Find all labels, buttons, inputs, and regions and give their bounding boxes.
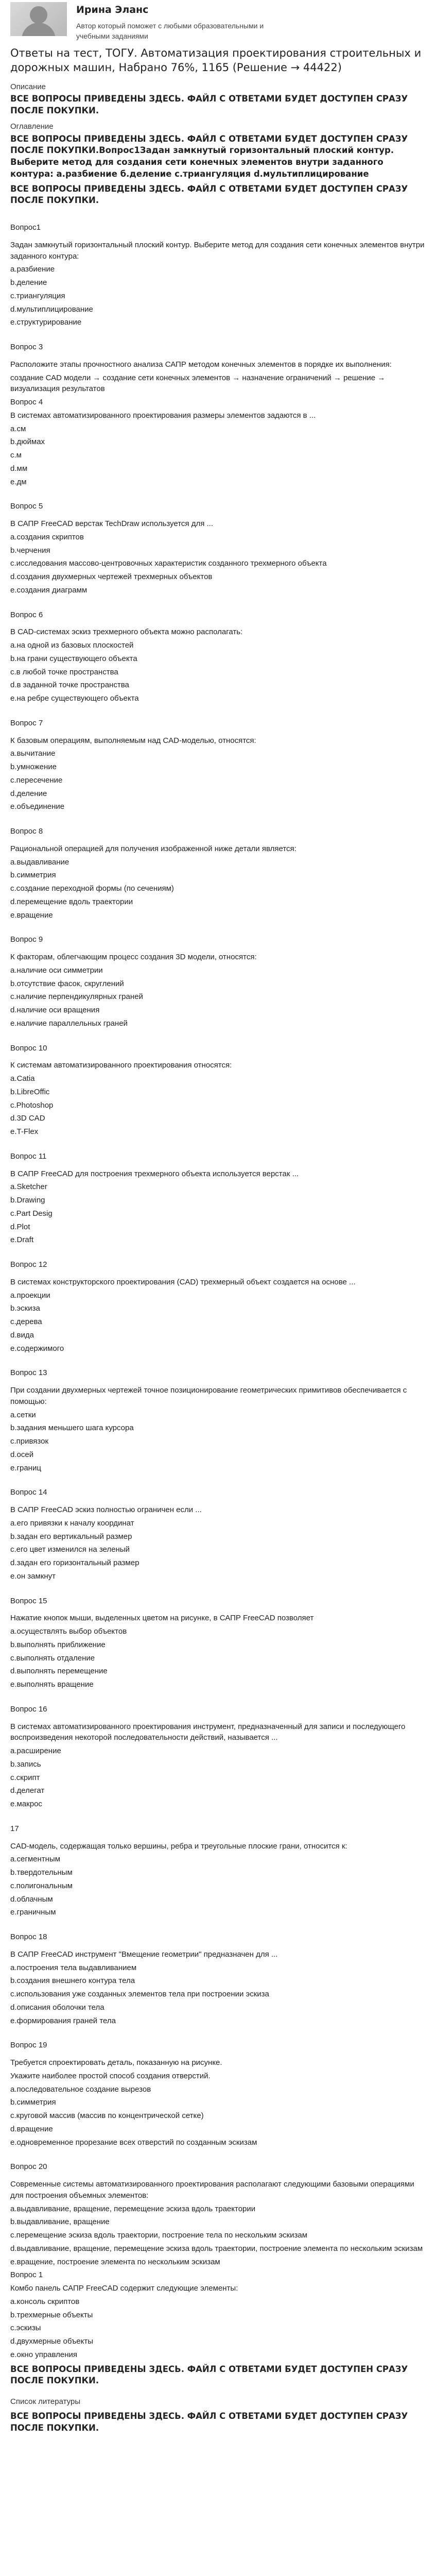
answer-option: e.выполнять вращение — [10, 1680, 94, 1689]
answer-option: d.наличие оси вращения — [10, 1006, 100, 1015]
answer-option: b.симметрия — [10, 871, 56, 880]
question-text: К системам автоматизированного проектирования относятся: — [10, 1061, 232, 1070]
question-text: Расположите этапы прочностного анализа САПР методом конечных элементов в порядке их выполнения: — [10, 360, 392, 369]
question-text: К факторам, облегчающим процесс создания 3D модели, относятся: — [10, 953, 257, 962]
answer-option: a.Catia — [10, 1074, 35, 1083]
question-number: Вопрос 16 — [10, 1704, 47, 1714]
answer-option: c.дерева — [10, 1317, 42, 1327]
question-number: Вопрос 12 — [10, 1260, 47, 1269]
answer-option: e.на ребре существующего объекта — [10, 694, 139, 703]
question-text: Нажатие кнопок мыши, выделенных цветом на рисунке, в САПР FreeCAD позволяет — [10, 1614, 314, 1623]
question-text: В системах конструкторского проектирования (CAD) трехмерный объект создается на основе ... — [10, 1277, 356, 1286]
question-text: CAD-модель, содержащая только вершины, ребра и треугольные плоские грани, относится к: — [10, 1841, 347, 1851]
question-text: В САПР FreeCAD для построения трехмерного объекта используется верстак ... — [10, 1169, 299, 1178]
question-block — [10, 934, 426, 1029]
question-text: Рациональной операцией для получения изображенной ниже детали является: — [10, 844, 297, 853]
question-number: Вопрос 19 — [10, 2041, 47, 2050]
answer-option: В системах автоматизированного проектирования размеры элементов задаются в ... — [10, 411, 316, 420]
answer-option: c.исследования массово-центровочных характеристик созданного трехмерного объекта — [10, 559, 327, 568]
answer-option: а.сетки — [10, 1410, 36, 1419]
answer-option: а.расширение — [10, 1747, 61, 1756]
answer-option: e.макрос — [10, 1800, 42, 1809]
answer-option: b.дюймах — [10, 437, 45, 447]
answer-option: c.м — [10, 451, 22, 460]
answer-option: e.он замкнут — [10, 1571, 56, 1581]
question-block — [10, 826, 426, 921]
question-number: Вопрос 6 — [10, 610, 43, 619]
avatar-body-shape — [22, 23, 56, 36]
literature-label: Список литературы — [10, 2397, 81, 2406]
questions-list — [10, 222, 426, 2361]
answer-option: c.круговой массив (массив по концентрической сетке) — [10, 2111, 204, 2121]
answer-option: b.трехмерные объекты — [10, 2310, 93, 2319]
answer-option: c.использования уже созданных элементов тела при построении эскиза — [10, 1990, 269, 1999]
answer-option: а.консоль скриптов — [10, 2297, 80, 2306]
answer-option: b.Drawing — [10, 1196, 45, 1205]
answer-option: Вопрос 4 — [10, 398, 43, 407]
answer-option: c.привязок — [10, 1437, 49, 1446]
answer-option: а.разбиение — [10, 265, 55, 274]
question-number: Вопрос 7 — [10, 718, 43, 727]
answer-option: d.делегат — [10, 1786, 45, 1795]
question-block — [10, 1596, 426, 1690]
answer-option: d.Plot — [10, 1222, 30, 1231]
question-number: Вопрос 15 — [10, 1596, 47, 1605]
avatar-head-shape — [30, 6, 47, 24]
question-number: Вопрос 9 — [10, 935, 43, 944]
question-number: Вопрос 13 — [10, 1368, 47, 1378]
answer-option: а.сегментным — [10, 1855, 61, 1864]
answer-option: b.эскиза — [10, 1304, 40, 1313]
answer-option: создание САD модели → создание сети конечных элементов → назначение ограничений → решение → визуализация результатов — [10, 373, 386, 394]
question-number: Вопрос1 — [10, 223, 41, 232]
answer-option: c.эскизы — [10, 2324, 41, 2333]
question-number: Вопрос 18 — [10, 1933, 47, 1942]
answer-option: e.T-Flex — [10, 1127, 39, 1137]
avatar[interactable] — [10, 2, 67, 36]
answer-option: d.описания оболочки тела — [10, 2003, 104, 2012]
answer-option: e.дм — [10, 477, 27, 486]
question-number: Вопрос 3 — [10, 343, 43, 352]
toc-text: ВСЕ ВОПРОСЫ ПРИВЕДЕНЫ ЗДЕСЬ. ФАЙЛ С ОТВЕТАМИ БУДЕТ ДОСТУПЕН СРАЗУ ПОСЛЕ ПОКУПКИ.Вопрос1Задан замкнутый горизонтальный плоский контур. Выберите метод для создания сети конечных элементов внутри заданного контура: а.разбиение б.деление с.триангуляция d.мультиплицирование — [10, 133, 408, 179]
author-card[interactable] — [10, 2, 426, 41]
question-block — [10, 1151, 426, 1246]
answer-option: d.перемещение вдоль траектории — [10, 897, 133, 906]
question-text: Современные системы автоматизированного проектирования располагают следующими базовыми операциями для построения объемных элементов: — [10, 2180, 414, 2200]
answer-option: b.LibreOffic — [10, 1087, 50, 1096]
question-block — [10, 1823, 426, 1918]
question-text: В САПР FreeCAD верстак TechDraw используется для ... — [10, 519, 214, 529]
answer-option: e.Draft — [10, 1235, 34, 1245]
question-number: 17 — [10, 1824, 19, 1833]
question-text: При создании двухмерных чертежей точное позиционирование геометрических примитивов обеспечивается с помощью: — [10, 1386, 407, 1406]
toc-text-2: ВСЕ ВОПРОСЫ ПРИВЕДЕНЫ ЗДЕСЬ. ФАЙЛ С ОТВЕТАМИ БУДЕТ ДОСТУПЕН СРАЗУ ПОСЛЕ ПОКУПКИ. — [10, 183, 408, 206]
toc-label: Оглавление — [10, 122, 54, 131]
answer-option: e.объединение — [10, 802, 65, 811]
answer-option: d.облачным — [10, 1894, 53, 1904]
answer-option: с.триангуляция — [10, 291, 65, 300]
answer-option: Комбо панель САПР FreeCAD содержит следующие элементы: — [10, 2284, 238, 2293]
author-name[interactable]: Ирина Эланс — [76, 4, 149, 15]
answer-option: e.границ — [10, 1463, 41, 1472]
answer-option: b.запись — [10, 1759, 41, 1769]
literature-text: ВСЕ ВОПРОСЫ ПРИВЕДЕНЫ ЗДЕСЬ. ФАЙЛ С ОТВЕТАМИ БУДЕТ ДОСТУПЕН СРАЗУ ПОСЛЕ ПОКУПКИ. — [10, 2411, 408, 2433]
answer-option: d.3D CAD — [10, 1114, 45, 1123]
answer-option: b.выдавливание, вращение — [10, 2217, 110, 2227]
answer-option: а.вычитание — [10, 749, 56, 758]
question-text: В САD-системах эскиз трехмерного объекта можно располагать: — [10, 628, 243, 637]
answer-option: e.структурирование — [10, 318, 82, 327]
question-number: Вопрос 20 — [10, 2162, 47, 2172]
answer-option: e.создания диаграмм — [10, 585, 88, 595]
answer-option: e.содержимого — [10, 1344, 64, 1353]
section-gap — [10, 210, 426, 222]
answer-option: а.наличие оси симметрии — [10, 965, 103, 975]
question-block — [10, 1487, 426, 1582]
answer-option: c.полигональным — [10, 1881, 73, 1890]
question-text: К базовым операциям, выполняемым над CAD-моделью, относятся: — [10, 736, 256, 745]
question-number: Вопрос 14 — [10, 1488, 47, 1497]
question-text: В САПР FreeCAD эскиз полностью ограничен если ... — [10, 1505, 202, 1515]
question-block — [10, 1931, 426, 2026]
answer-option: а.построения тела выдавливанием — [10, 1963, 137, 1972]
question-block — [10, 609, 426, 704]
question-block — [10, 1043, 426, 1138]
answer-option: d.задан его горизонтальный размер — [10, 1558, 139, 1568]
answer-option: d.мультиплицирование — [10, 304, 93, 314]
answer-option: а.последовательное создание вырезов — [10, 2084, 151, 2094]
answer-option: e.вращение — [10, 910, 53, 920]
author-info — [76, 2, 292, 41]
answer-option: c.скрипт — [10, 1773, 40, 1782]
question-text: В САПР FreeCAD инструмент "Вмещение геометрии" предназначен для ... — [10, 1950, 278, 1959]
answer-option: c.в любой точке пространства — [10, 667, 118, 676]
question-block — [10, 1704, 426, 1810]
answer-option: b.отсутствие фасок, скруглений — [10, 979, 124, 988]
answer-option: c.создание переходной формы (по сечениям) — [10, 884, 174, 893]
answer-option: а.проекции — [10, 1291, 50, 1300]
answer-option: e.одновременное прорезание всех отверстий по созданным эскизам — [10, 2138, 257, 2147]
answer-option: d.деление — [10, 789, 47, 798]
question-number: Вопрос 10 — [10, 1043, 47, 1053]
answer-option: а.создания скриптов — [10, 532, 84, 541]
answer-option: а.осуществлять выбор объектов — [10, 1627, 127, 1636]
answer-option: e.граничным — [10, 1908, 56, 1917]
answer-option: a.см — [10, 424, 26, 433]
question-block — [10, 1367, 426, 1473]
answer-option: b.черчения — [10, 546, 50, 555]
answer-option: а.на одной из базовых плоскостей — [10, 641, 134, 650]
answer-option: c.Photoshop — [10, 1100, 54, 1110]
answer-option: d.мм — [10, 464, 28, 473]
answer-option: b.создания внешнего контура тела — [10, 1976, 135, 1986]
footer-notice: ВСЕ ВОПРОСЫ ПРИВЕДЕНЫ ЗДЕСЬ. ФАЙЛ С ОТВЕТАМИ БУДЕТ ДОСТУПЕН СРАЗУ ПОСЛЕ ПОКУПКИ. — [10, 2364, 408, 2386]
answer-option: b.задания меньшего шага курсора — [10, 1423, 134, 1433]
author-description: Автор который поможет с любыми образовательными и учебными заданиями — [76, 21, 264, 40]
answer-option: а.его привязки к началу координат — [10, 1518, 134, 1528]
answer-option: Укажите наиболее простой способ создания отверстий. — [10, 2071, 211, 2080]
question-number: Вопрос 11 — [10, 1151, 47, 1161]
question-text: Требуется спроектировать деталь, показанную на рисунке. — [10, 2058, 222, 2067]
description-label: Описание — [10, 82, 46, 91]
question-text: Задан замкнутый горизонтальный плоский контур. Выберите метод для создания сети конечных элементов внутри заданного контура: — [10, 240, 425, 261]
answer-option: a.Sketcher — [10, 1182, 47, 1192]
answer-option: d.создания двухмерных чертежей трехмерных объектов — [10, 572, 213, 582]
answer-option: d.в заданной точке пространства — [10, 681, 129, 690]
question-block — [10, 222, 426, 328]
answer-option: e.формирования граней тела — [10, 2016, 116, 2025]
answer-option: b.симметрия — [10, 2098, 56, 2107]
question-number: Вопрос 8 — [10, 827, 43, 836]
question-block — [10, 718, 426, 812]
answer-option: c.Part Desig — [10, 1209, 53, 1218]
answer-option: c.его цвет изменился на зеленый — [10, 1545, 130, 1554]
answer-option: b.деление — [10, 278, 47, 287]
question-number: Вопрос 5 — [10, 502, 43, 511]
answer-option: d.вращение — [10, 2124, 53, 2133]
answer-option: d.осей — [10, 1450, 34, 1459]
question-block — [10, 342, 426, 487]
answer-option: b.твердотельным — [10, 1868, 73, 1877]
answer-option: b.на грани существующего объекта — [10, 654, 137, 663]
answer-option: b.умножение — [10, 762, 57, 772]
answer-option: d.выполнять перемещение — [10, 1667, 108, 1676]
question-block — [10, 1259, 426, 1354]
answer-option: d.вида — [10, 1330, 34, 1340]
answer-option: а.выдавливание — [10, 857, 69, 867]
question-text: В системах автоматизированного проектирования инструмент, предназначенный для записи и последующего воспроизведения некоторой последовательности действий, называется ... — [10, 1722, 406, 1742]
answer-option: c.выполнять отдаление — [10, 1653, 95, 1663]
answer-option: а.выдавливание, вращение, перемещение эскиза вдоль траектории — [10, 2204, 256, 2213]
answer-option: d.двухмерные объекты — [10, 2337, 94, 2346]
answer-option: c.пересечение — [10, 775, 63, 785]
answer-option: c.перемещение эскиза вдоль траектории, построение тела по нескольким эскизам — [10, 2231, 308, 2240]
answer-option: e.наличие параллельных граней — [10, 1019, 128, 1028]
answer-option: e.вращение, построение элемента по нескольким эскизам — [10, 2257, 220, 2266]
description-text: ВСЕ ВОПРОСЫ ПРИВЕДЕНЫ ЗДЕСЬ. ФАЙЛ С ОТВЕТАМИ БУДЕТ ДОСТУПЕН СРАЗУ ПОСЛЕ ПОКУПКИ. — [10, 94, 408, 116]
answer-option: b.задан его вертикальный размер — [10, 1532, 132, 1541]
answer-option: d.выдавливание, вращение, перемещение эскиза вдоль траектории, построение элемента по нескольким эскизам — [10, 2244, 423, 2253]
answer-option: Вопрос 1 — [10, 2270, 43, 2280]
question-block — [10, 2161, 426, 2360]
question-block — [10, 501, 426, 596]
answer-option: c.наличие перпендикулярных граней — [10, 992, 143, 1002]
question-block — [10, 2040, 426, 2148]
answer-option: e.окно управления — [10, 2350, 78, 2359]
answer-option: b.выполнять приближение — [10, 1640, 106, 1649]
document-title: Ответы на тест, ТОГУ. Автоматизация проектирования строительных и дорожных машин, Набрано 76%, 1165 (Решение → 44422) — [10, 47, 422, 74]
